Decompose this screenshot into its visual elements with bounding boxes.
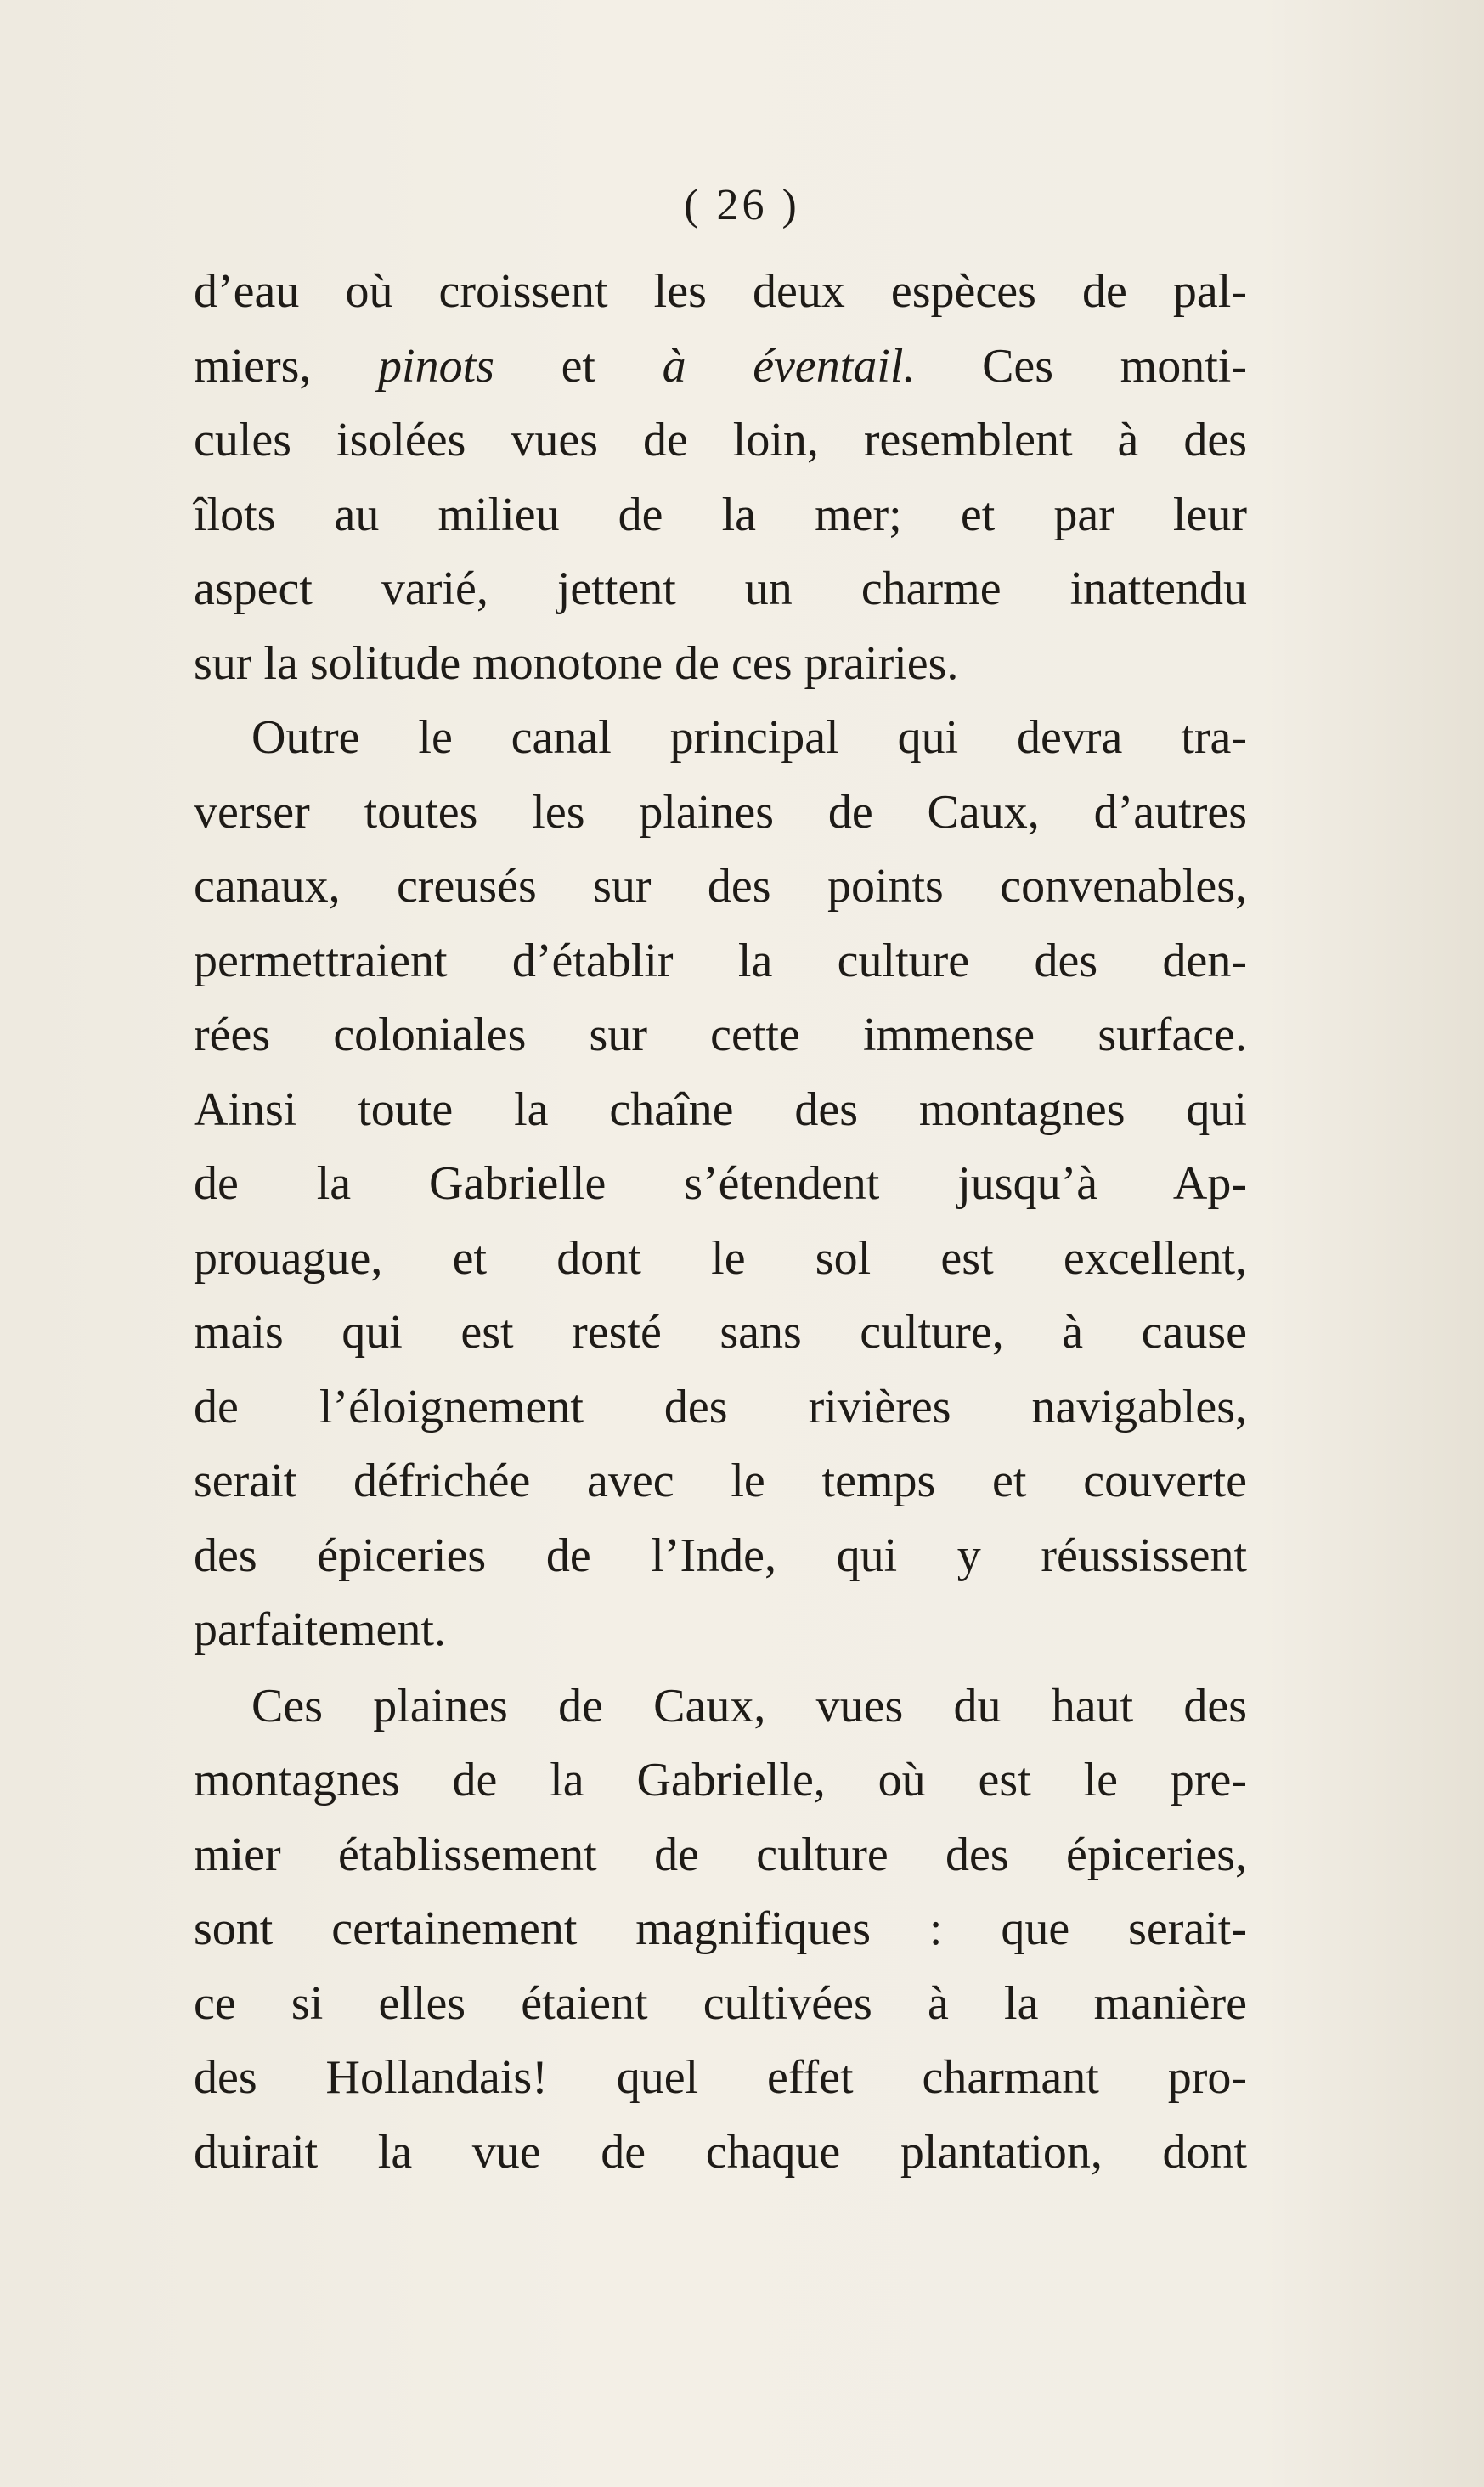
text-line: montagnes de la Gabrielle, où est le pre-	[194, 1754, 1247, 1806]
text-line: ce si elles étaient cultivées à la manière	[194, 1976, 1247, 2030]
text-fragment: et	[561, 339, 595, 393]
italic-term: pinots	[378, 339, 494, 393]
text-fragment: Ces monti-	[982, 339, 1247, 393]
text-line: verser toutes les plaines de Caux, d’autres	[194, 785, 1247, 839]
text-line: de la Gabrielle s’étendent jusqu’à Ap-	[194, 1157, 1247, 1210]
paragraph-start: Outre le canal principal qui devra tra-	[251, 711, 1247, 764]
paragraph-start: Ces plaines de Caux, vues du haut des	[251, 1679, 1247, 1732]
text-line: d’eau où croissent les deux espèces de pal-	[194, 265, 1247, 318]
text-line: aspect varié, jettent un charme inattendu	[194, 562, 1247, 615]
text-line: des Hollandais! quel effet charmant pro-	[194, 2051, 1247, 2104]
text-line: duirait la vue de chaque plantation, dont	[194, 2125, 1247, 2179]
text-line: rées coloniales sur cette immense surface.	[194, 1009, 1247, 1061]
body-text	[194, 255, 1247, 2190]
text-line: îlots au milieu de la mer; et par leur	[194, 488, 1247, 541]
text-line: canaux, creusés sur des points convenables,	[194, 860, 1247, 913]
text-line: mier établissement de culture des épiceries,	[194, 1828, 1247, 1881]
text-line: serait défrichée avec le temps et couverte	[194, 1455, 1247, 1507]
text-line: Ainsi toute la chaîne des montagnes qui	[194, 1082, 1247, 1136]
text-line: parfaitement.	[194, 1603, 446, 1656]
page-number: ( 26 )	[684, 181, 800, 229]
text-line: prouague, et dont le sol est excellent,	[194, 1231, 1247, 1285]
text-line: sur la solitude monotone de ces prairies.	[194, 636, 959, 690]
text-fragment: miers,	[194, 339, 312, 393]
text-line: cules isolées vues de loin, resemblent à des	[194, 414, 1247, 466]
text-line: de l’éloignement des rivières navigables,	[194, 1380, 1247, 1433]
italic-term: à éventail.	[662, 339, 916, 393]
text-line-with-italics	[194, 330, 1247, 404]
text-line: sont certainement magnifiques : que serait-	[194, 1902, 1247, 1955]
text-line: mais qui est resté sans culture, à cause	[194, 1306, 1247, 1359]
text-line: des épiceries de l’Inde, qui y réussissent	[194, 1529, 1247, 1582]
text-line: permettraient d’établir la culture des den-	[194, 934, 1247, 987]
